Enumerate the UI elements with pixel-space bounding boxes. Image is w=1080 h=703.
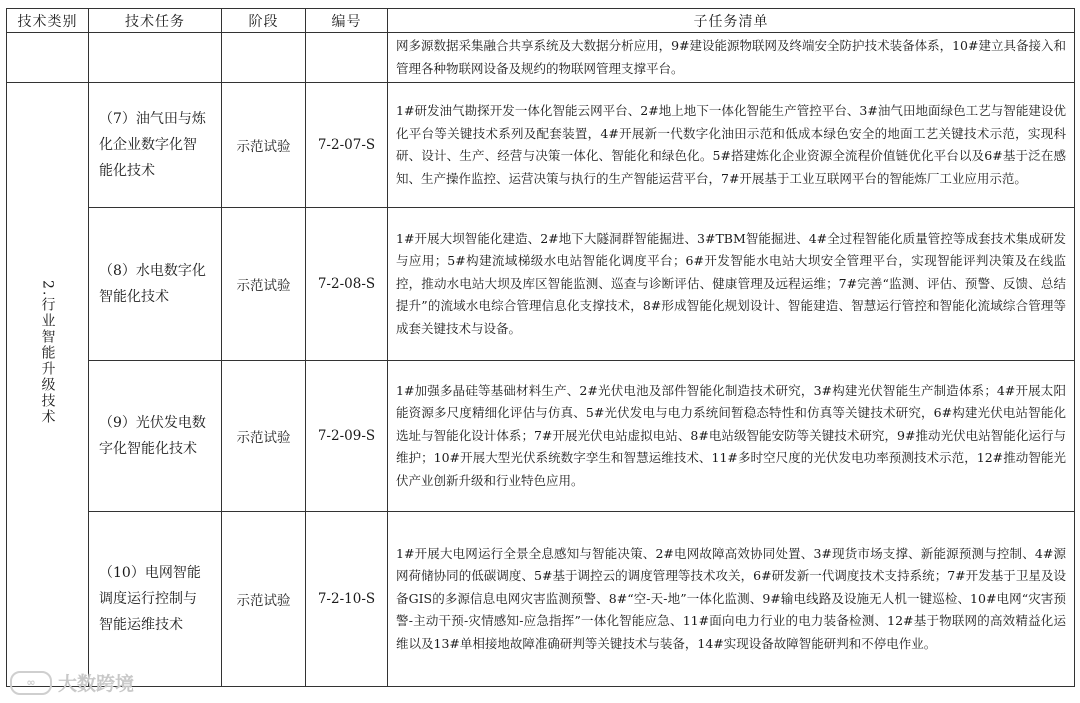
header-row: [7, 9, 1075, 33]
header-category: 技术类别: [7, 9, 89, 33]
task-name: （10）电网智能调度运行控制与智能运维技术: [89, 512, 222, 687]
code-value: 7-2-10-S: [306, 512, 388, 687]
header-code: 编号: [306, 9, 388, 33]
task-table: [6, 8, 1075, 687]
empty-cell: [7, 33, 89, 83]
code-value: 7-2-08-S: [306, 208, 388, 361]
stage-value: 示范试验: [222, 361, 306, 512]
subtask-list: 1#研发油气勘探开发一体化智能云网平台、2#地上地下一体化智能生产管控平台、3#油气田地面绿色工艺与智能建设优化平台等关键技术系列及配套装置，4#开展新一代数字化油田示范和低成本绿色安全的地面工艺关键技术示范，实现科研、设计、生产、经营与决策一体化、智能化和绿色化。5#搭建炼化企业资源全流程价值链优化平台以及6#基于泛在感知、生产操作监控、运营决策与执行的生产智能运营平台，7#开展基于工业互联网平台的智能炼厂工业应用示范。: [388, 83, 1075, 208]
stage-value: 示范试验: [222, 83, 306, 208]
header-stage: 阶段: [222, 9, 306, 33]
table-row: [7, 512, 1075, 687]
table-row: [7, 361, 1075, 512]
task-name: （8）水电数字化智能化技术: [89, 208, 222, 361]
category-cell: [7, 83, 89, 687]
stage-value: 示范试验: [222, 208, 306, 361]
empty-cell: [222, 33, 306, 83]
code-value: 7-2-07-S: [306, 83, 388, 208]
stage-value: 示范试验: [222, 512, 306, 687]
subtask-list-continued: 网多源数据采集融合共享系统及大数据分析应用，9#建设能源物联网及终端安全防护技术装备体系，10#建立具备接入和管理各种物联网设备及规约的物联网管理支撑平台。: [388, 33, 1075, 83]
header-subtask-list: 子任务清单: [388, 9, 1075, 33]
empty-cell: [306, 33, 388, 83]
watermark-logo-icon: ∞: [10, 671, 52, 695]
watermark-text: 大数跨境: [58, 673, 135, 695]
table-row-continued: [7, 33, 1075, 83]
header-task: 技术任务: [89, 9, 222, 33]
subtask-list: 1#加强多晶硅等基础材料生产、2#光伏电池及部件智能化制造技术研究，3#构建光伏智能生产制造体系；4#开展太阳能资源多尺度精细化评估与仿真、5#光伏发电与电力系统间暂稳态特性和仿真等关键技术研究，6#构建光伏电站智能化选址与智能化设计体系；7#开展光伏电站虚拟电站、8#电站级智能安防等关键技术研究，9#推动光伏电站智能化运行与维护；10#开展大型光伏系统数字孪生和智慧运维技术、11#多时空尺度的光伏发电功率预测技术示范，12#推动智能光伏产业创新升级和行业特色应用。: [388, 361, 1075, 512]
subtask-list: 1#开展大坝智能化建造、2#地下大隧洞群智能掘进、3#TBM智能掘进、4#全过程智能化质量管控等成套技术集成研发与应用；5#构建流域梯级水电站智能化调度平台；6#开发智能水电站大坝安全管理平台，实现智能评判决策及在线监控，推动水电站大坝及库区智能监测、巡查与诊断评估、健康管理及远程运维；7#完善“监测、评估、预警、反馈、总结提升”的流域水电综合管理信息化支撑技术，8#形成智能化规划设计、智能建造、智慧运行管控和智能化流域综合管理等成套关键技术与设备。: [388, 208, 1075, 361]
subtask-list: 1#开展大电网运行全景全息感知与智能决策、2#电网故障高效协同处置、3#现货市场支撑、新能源预测与控制、4#源网荷储协同的低碳调度、5#基于调控云的调度管理等技术攻关，6#研发新一代调度技术支持系统；7#开发基于卫星及设备GIS的多源信息电网灾害监测预警、8#“空-天-地”一体化监测、9#输电线路及设施无人机一键巡检、10#电网“灾害预警-主动干预-灾情感知-应急指挥”一体化智能应急、11#面向电力行业的电力装备检测、12#基于物联网的高效精益化运维以及13#单相接地故障准确研判等关键技术与装备，14#实现设备故障智能研判和不停电作业。: [388, 512, 1075, 687]
category-label: 2.行业智能升级技术: [39, 279, 56, 426]
empty-cell: [89, 33, 222, 83]
task-name: （7）油气田与炼化企业数字化智能化技术: [89, 83, 222, 208]
table-row: [7, 208, 1075, 361]
watermark: [10, 669, 134, 696]
task-name: （9）光伏发电数字化智能化技术: [89, 361, 222, 512]
table-row: [7, 83, 1075, 208]
code-value: 7-2-09-S: [306, 361, 388, 512]
